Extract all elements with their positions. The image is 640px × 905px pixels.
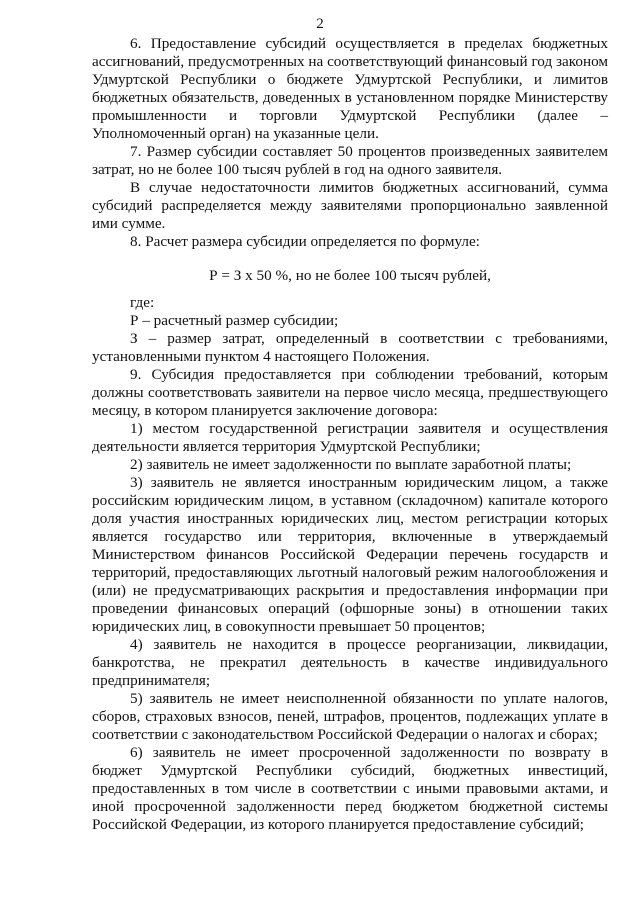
page-number: 2 — [316, 16, 324, 32]
document-body — [92, 35, 608, 834]
paragraph-item-8: 8. Расчет размера субсидии определяется по формуле: — [130, 233, 480, 250]
requirement-5: 5) заявитель не имеет неисполненной обязанности по уплате налогов, сборов, страховых взносов, пеней, штрафов, процентов, подлежащих уплате в соответствии с законодательством Российской Федерации о налогах и сборах; — [92, 690, 608, 743]
requirement-3: 3) заявитель не является иностранным юридическим лицом, а также российским юридическим лицом, в уставном (складочном) капитале которого доля участия иностранных юридических лиц, местом регистрации которых является государство или территория, включенные в утверждаемый Министерством финансов Российской Федерации перечень государств и территорий, предоставляющих льготный налоговый режим налогообложения и (или) не предусматривающих раскрытия и предоставления информации при проведении финансовых операций (офшорные зоны) в отношении таких юридических лиц, в совокупности превышает 50 процентов; — [92, 474, 608, 635]
paragraph-item-6: 6. Предоставление субсидий осуществляется в пределах бюджетных ассигнований, предусмотренных на соответствующий финансовый год законом Удмуртской Республики о бюджете Удмуртской Республики, и лимитов бюджетных обязательств, доведенных в установленном порядке Министерству промышленности и торговли Удмуртской Республики (далее – Уполномоченный орган) на указанные цели. — [92, 35, 608, 142]
requirement-1: 1) местом государственной регистрации заявителя и осуществления деятельности является территория Удмуртской Республики; — [92, 420, 608, 455]
formula-where-label: где: — [130, 294, 155, 311]
paragraph-insufficient-limits: В случае недостаточности лимитов бюджетных ассигнований, сумма субсидий распределяется между заявителями пропорционально заявленной ими сумме. — [92, 179, 608, 232]
formula-definition-z: З – размер затрат, определенный в соответствии с требованиями, установленными пунктом 4 настоящего Положения. — [92, 330, 608, 365]
paragraph-item-7: 7. Размер субсидии составляет 50 процентов произведенных заявителем затрат, но не более 100 тысяч рублей в год на одного заявителя. — [92, 143, 608, 178]
requirement-4: 4) заявитель не находится в процессе реорганизации, ликвидации, банкротства, не прекратил деятельность в качестве индивидуального предпринимателя; — [92, 636, 608, 689]
requirement-6: 6) заявитель не имеет просроченной задолженности по возврату в бюджет Удмуртской Республики субсидий, бюджетных инвестиций, предоставленных в том числе в соответствии с иными правовыми актами, и иной просроченной задолженности перед бюджетом бюджетной системы Российской Федерации, из которого планируется предоставление субсидий; — [92, 744, 608, 833]
requirement-2: 2) заявитель не имеет задолженности по выплате заработной платы; — [130, 456, 572, 473]
subsidy-formula: Р = З х 50 %, но не более 100 тысяч рублей, — [209, 267, 491, 284]
paragraph-item-9: 9. Субсидия предоставляется при соблюдении требований, которым должны соответствовать заявители на первое число месяца, предшествующего месяцу, в котором планируется заключение договора: — [92, 366, 608, 419]
formula-definition-p: Р – расчетный размер субсидии; — [130, 312, 339, 329]
